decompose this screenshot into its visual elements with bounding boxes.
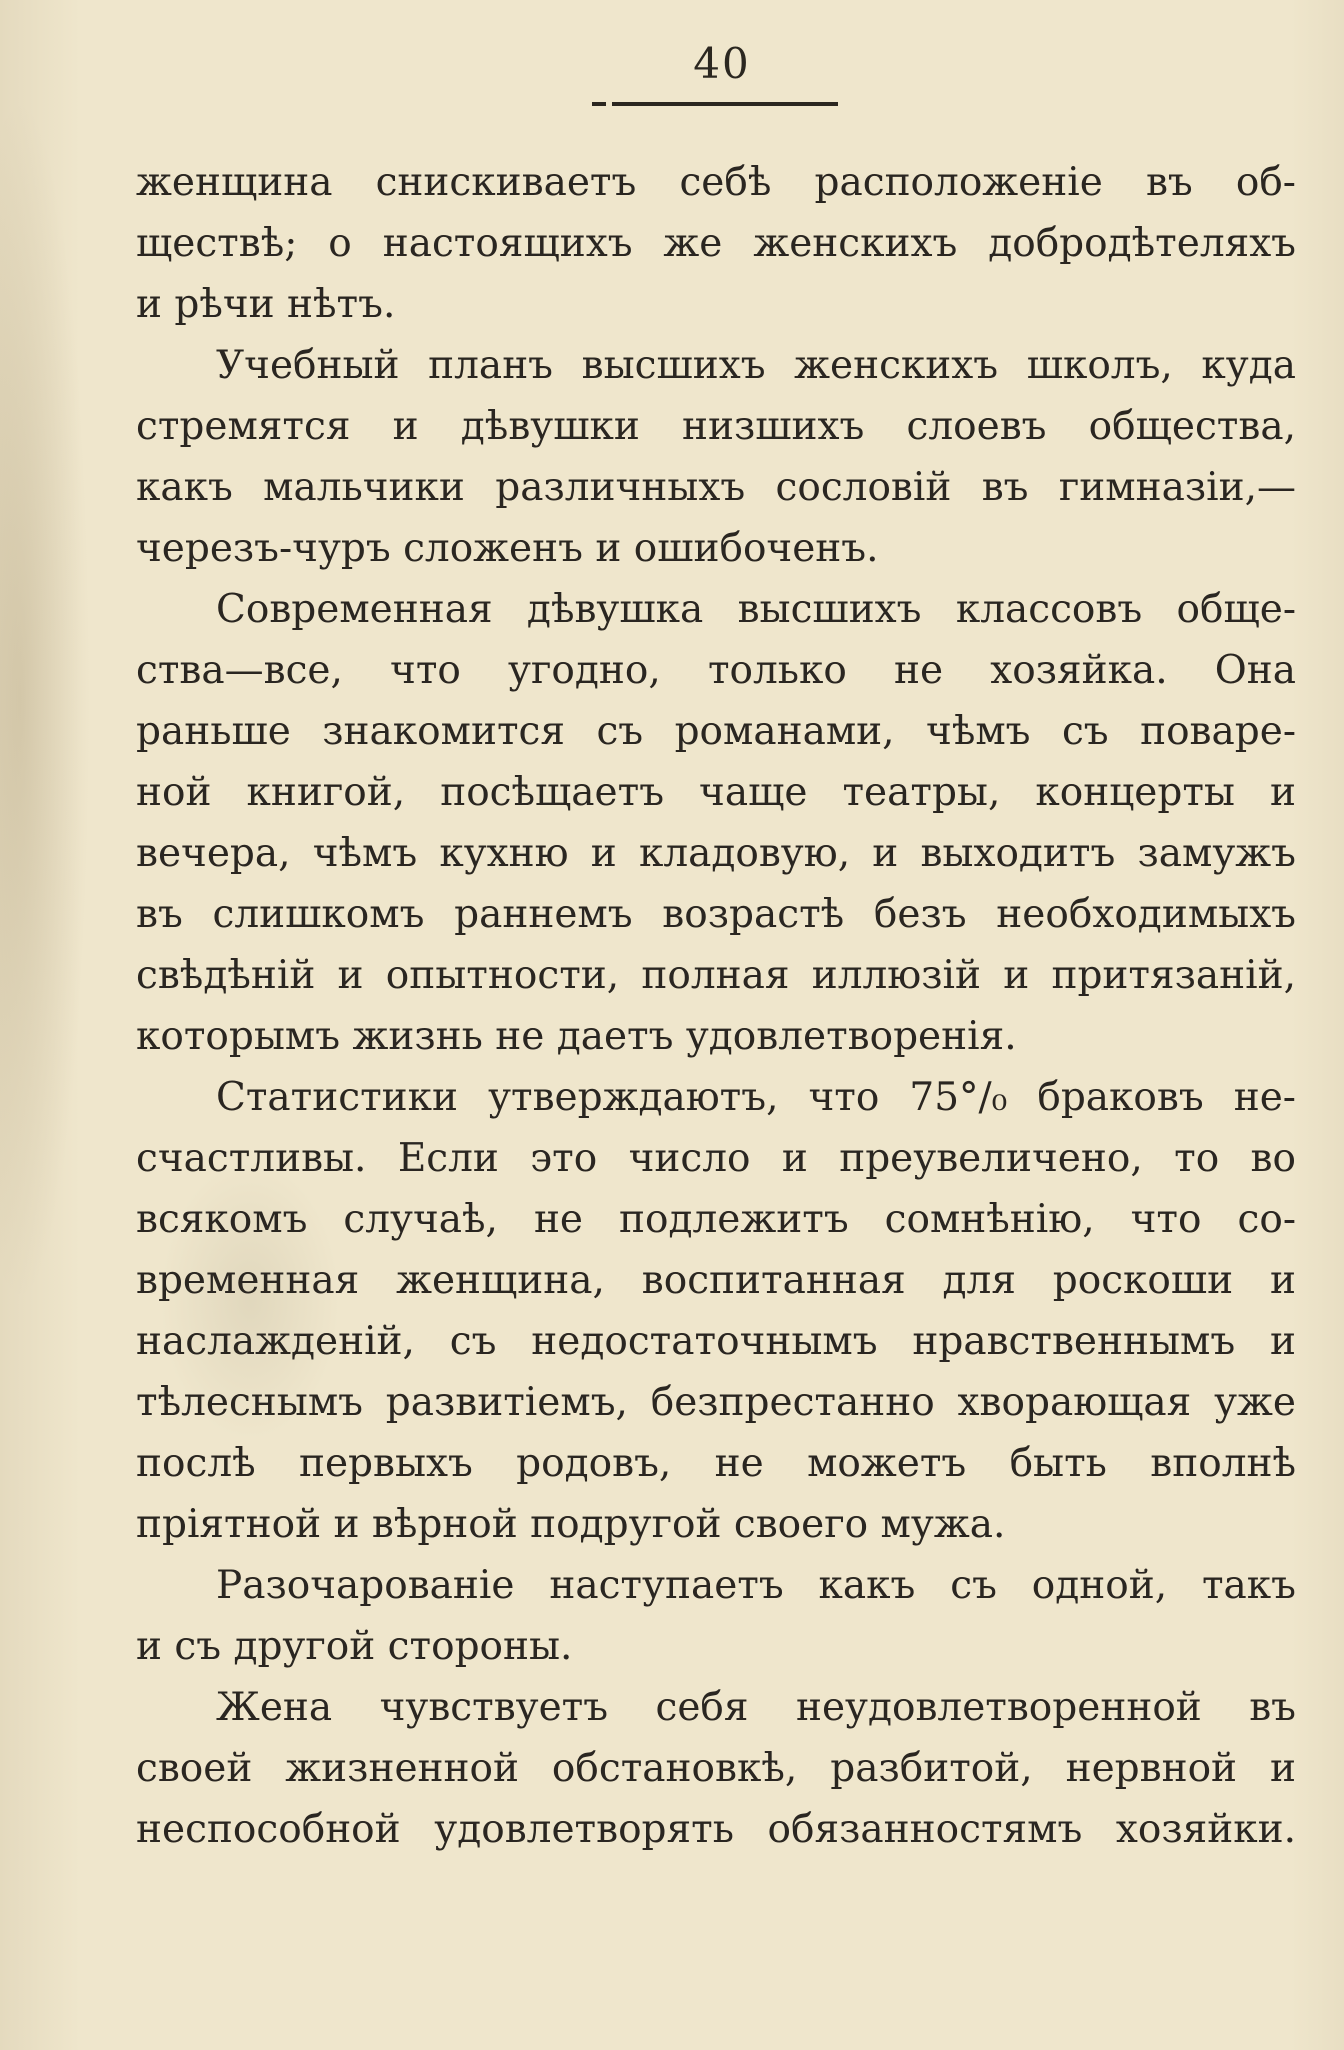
text-line: наслажденій, съ недостаточнымъ нравственнымъ и [136, 1319, 1296, 1364]
text-line: Жена чувствуетъ себя неудовлетворенной въ [216, 1685, 1296, 1730]
body-text [136, 152, 1296, 1860]
text-line: ной книгой, посѣщаетъ чаще театры, концерты и [136, 770, 1296, 815]
text-line: ществѣ; о настоящихъ же женскихъ добродѣтеляхъ [136, 221, 1296, 266]
text-line: и съ другой стороны. [136, 1624, 573, 1669]
text-line: тѣлеснымъ развитіемъ, безпрестанно хворающая уже [136, 1380, 1296, 1425]
text-line: Статистики утверждаютъ, что 75°/₀ браковъ не- [216, 1075, 1296, 1120]
text-line: раньше знакомится съ романами, чѣмъ съ поваре- [136, 709, 1296, 754]
text-line: женщина снискиваетъ себѣ расположеніе въ об- [136, 160, 1296, 205]
text-line: неспособной удовлетворять обязанностямъ хозяйки. [136, 1807, 1296, 1852]
text-line: стремятся и дѣвушки низшихъ слоевъ общества, [136, 404, 1296, 449]
text-line: черезъ-чуръ сложенъ и ошибоченъ. [136, 526, 879, 571]
text-line: пріятной и вѣрной подругой своего мужа. [136, 1502, 1006, 1547]
header-rule [612, 102, 838, 106]
text-line: ства—все, что угодно, только не хозяйка. Она [136, 648, 1296, 693]
text-line: Разочарованіе наступаетъ какъ съ одной, такъ [216, 1563, 1296, 1608]
text-line: Современная дѣвушка высшихъ классовъ обще- [216, 587, 1296, 632]
text-line: въ слишкомъ раннемъ возрастѣ безъ необходимыхъ [136, 892, 1296, 937]
text-line: своей жизненной обстановкѣ, разбитой, нервной и [136, 1746, 1296, 1791]
text-line: всякомъ случаѣ, не подлежитъ сомнѣнію, что со- [136, 1197, 1296, 1242]
text-line: послѣ первыхъ родовъ, не можетъ быть вполнѣ [136, 1441, 1296, 1486]
text-line: Учебный планъ высшихъ женскихъ школъ, куда [216, 343, 1296, 388]
text-line: временная женщина, воспитанная для роскоши и [136, 1258, 1296, 1303]
page-number: 40 [693, 39, 751, 88]
text-line: какъ мальчики различныхъ сословій въ гимназіи,— [136, 465, 1296, 510]
text-line: которымъ жизнь не даетъ удовлетворенія. [136, 1014, 1017, 1059]
text-line: свѣдѣній и опытности, полная иллюзій и притязаній, [136, 953, 1296, 998]
text-line: и рѣчи нѣтъ. [136, 282, 396, 327]
text-line: вечера, чѣмъ кухню и кладовую, и выходитъ замужъ [136, 831, 1296, 876]
text-line: счастливы. Если это число и преувеличено, то во [136, 1136, 1296, 1181]
